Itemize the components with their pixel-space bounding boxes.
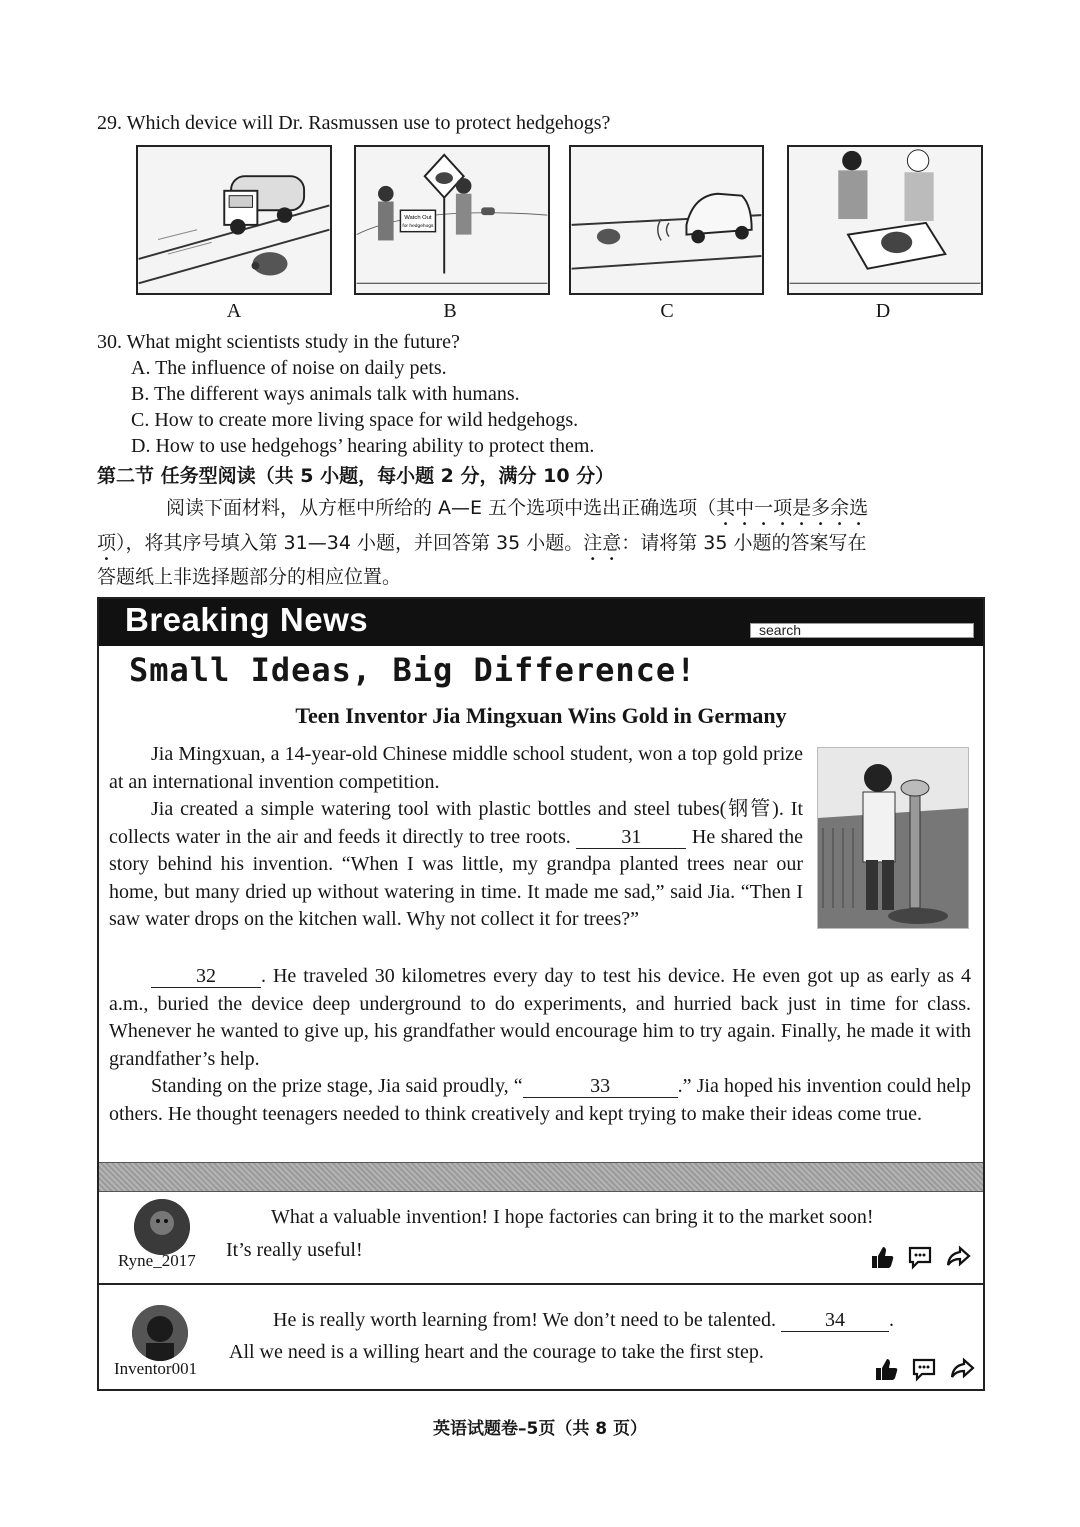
search-input[interactable]: search <box>750 623 974 638</box>
paragraph-4: Standing on the prize stage, Jia said proudly, “ 33 .” Jia hoped his invention could help others. He thought teenagers needed to think creatively and kept trying to make their ideas come true. <box>109 1075 971 1125</box>
q30-option-a: A. The influence of noise on daily pets. <box>131 357 447 379</box>
comment-icon[interactable] <box>911 1356 937 1382</box>
section-title: 第二节 任务型阅读（共 5 小题，每小题 2 分，满分 10 分） <box>97 465 615 487</box>
section-instruction-line2: 项），将其序号填入第 31—34 小题，并回答第 35 小题。注意：请将第 35 小题的答案写在 <box>97 532 867 554</box>
blank-34: 34 <box>781 1309 889 1332</box>
news-bar-title: Breaking News <box>125 601 369 638</box>
picture-c-car-sensor <box>569 145 764 295</box>
share-icon[interactable] <box>949 1356 975 1382</box>
news-article-frame <box>97 597 985 1391</box>
thumbs-up-icon[interactable] <box>873 1356 899 1382</box>
avatar <box>134 1199 190 1255</box>
q30-option-b: B. The different ways animals talk with humans. <box>131 383 520 405</box>
q30-option-d: D. How to use hedgehogs’ hearing ability to protect them. <box>131 435 595 457</box>
sign-text-line1: Watch Out <box>404 215 432 222</box>
comment-separator <box>99 1283 983 1285</box>
comment-text-line2: All we need is a willing heart and the courage to take the first step. <box>229 1341 764 1363</box>
comment-actions <box>869 1244 971 1270</box>
option-label-a: A <box>226 300 242 322</box>
question-29: 29. Which device will Dr. Rasmussen use to protect hedgehogs? <box>97 112 611 134</box>
paragraph-1: Jia Mingxuan, a 14-year-old Chinese middle school student, won a top gold prize at an international invention competition. <box>109 743 803 793</box>
article-headline: Small Ideas, Big Difference! <box>129 651 697 689</box>
picture-a-water-truck <box>136 145 332 295</box>
comment-text-line1: He is really worth learning from! We don’t need to be talented. 34 . <box>273 1309 895 1331</box>
article-subheadline: Teen Inventor Jia Mingxuan Wins Gold in Germany <box>295 703 787 728</box>
option-label-c: C <box>660 300 674 322</box>
comment-actions <box>873 1356 975 1382</box>
comment-username[interactable]: Ryne_2017 <box>118 1251 196 1270</box>
picture-d-hedgehog-box <box>787 145 983 295</box>
section-instruction-line1: 阅读下面材料，从方框中所给的 A—E 五个选项中选出正确选项（其中一项是多余选 <box>166 497 869 519</box>
blank-32: 32 <box>151 965 261 988</box>
comment-text-line2: It’s really useful! <box>226 1239 363 1261</box>
paragraph-2: Jia created a simple watering tool with plastic bottles and steel tubes(钢管). It collects water in the air and feeds it directly to tree roots. 31 He shared the story behind his invention. “When I was little, my grandpa planted trees near our home, but many dried up without watering in time. It made me sad,” said Jia. “Then I saw water drops on the kitchen wall. Why not collect it for trees?” <box>109 798 803 930</box>
comment-username[interactable]: Inventor001 <box>114 1359 198 1378</box>
thumbs-up-icon[interactable] <box>869 1244 895 1270</box>
comment-text-line1: What a valuable invention! I hope factories can bring it to the market soon! <box>271 1206 874 1228</box>
page-footer: 英语试题卷–5页（共 8 页） <box>433 1419 647 1439</box>
inventor-photo <box>817 747 969 929</box>
comments-divider-band <box>99 1162 983 1192</box>
blank-31: 31 <box>576 826 686 849</box>
share-icon[interactable] <box>945 1244 971 1270</box>
q30-option-c: C. How to create more living space for wild hedgehogs. <box>131 409 579 431</box>
blank-33: 33 <box>523 1075 678 1098</box>
paragraph-3: 32 . He traveled 30 kilometres every day to test his device. He even got up as early as 4 a.m., buried the device deep underground to do experiments, and hurried back just in time for class. Whenever he wanted to give up, his grandfather would encourage him to try again. Finally, he made it with grandfather’s help. <box>109 965 971 1070</box>
sign-text-line2: for hedgehogs <box>402 223 434 229</box>
picture-b-warning-sign <box>354 145 550 295</box>
comment-icon[interactable] <box>907 1244 933 1270</box>
option-label-d: D <box>875 300 891 322</box>
section-instruction-line3: 答题纸上非选择题部分的相应位置。 <box>97 566 402 588</box>
option-label-b: B <box>443 300 457 322</box>
question-30: 30. What might scientists study in the future? <box>97 331 460 353</box>
news-header-bar <box>99 599 983 646</box>
avatar <box>132 1305 188 1361</box>
